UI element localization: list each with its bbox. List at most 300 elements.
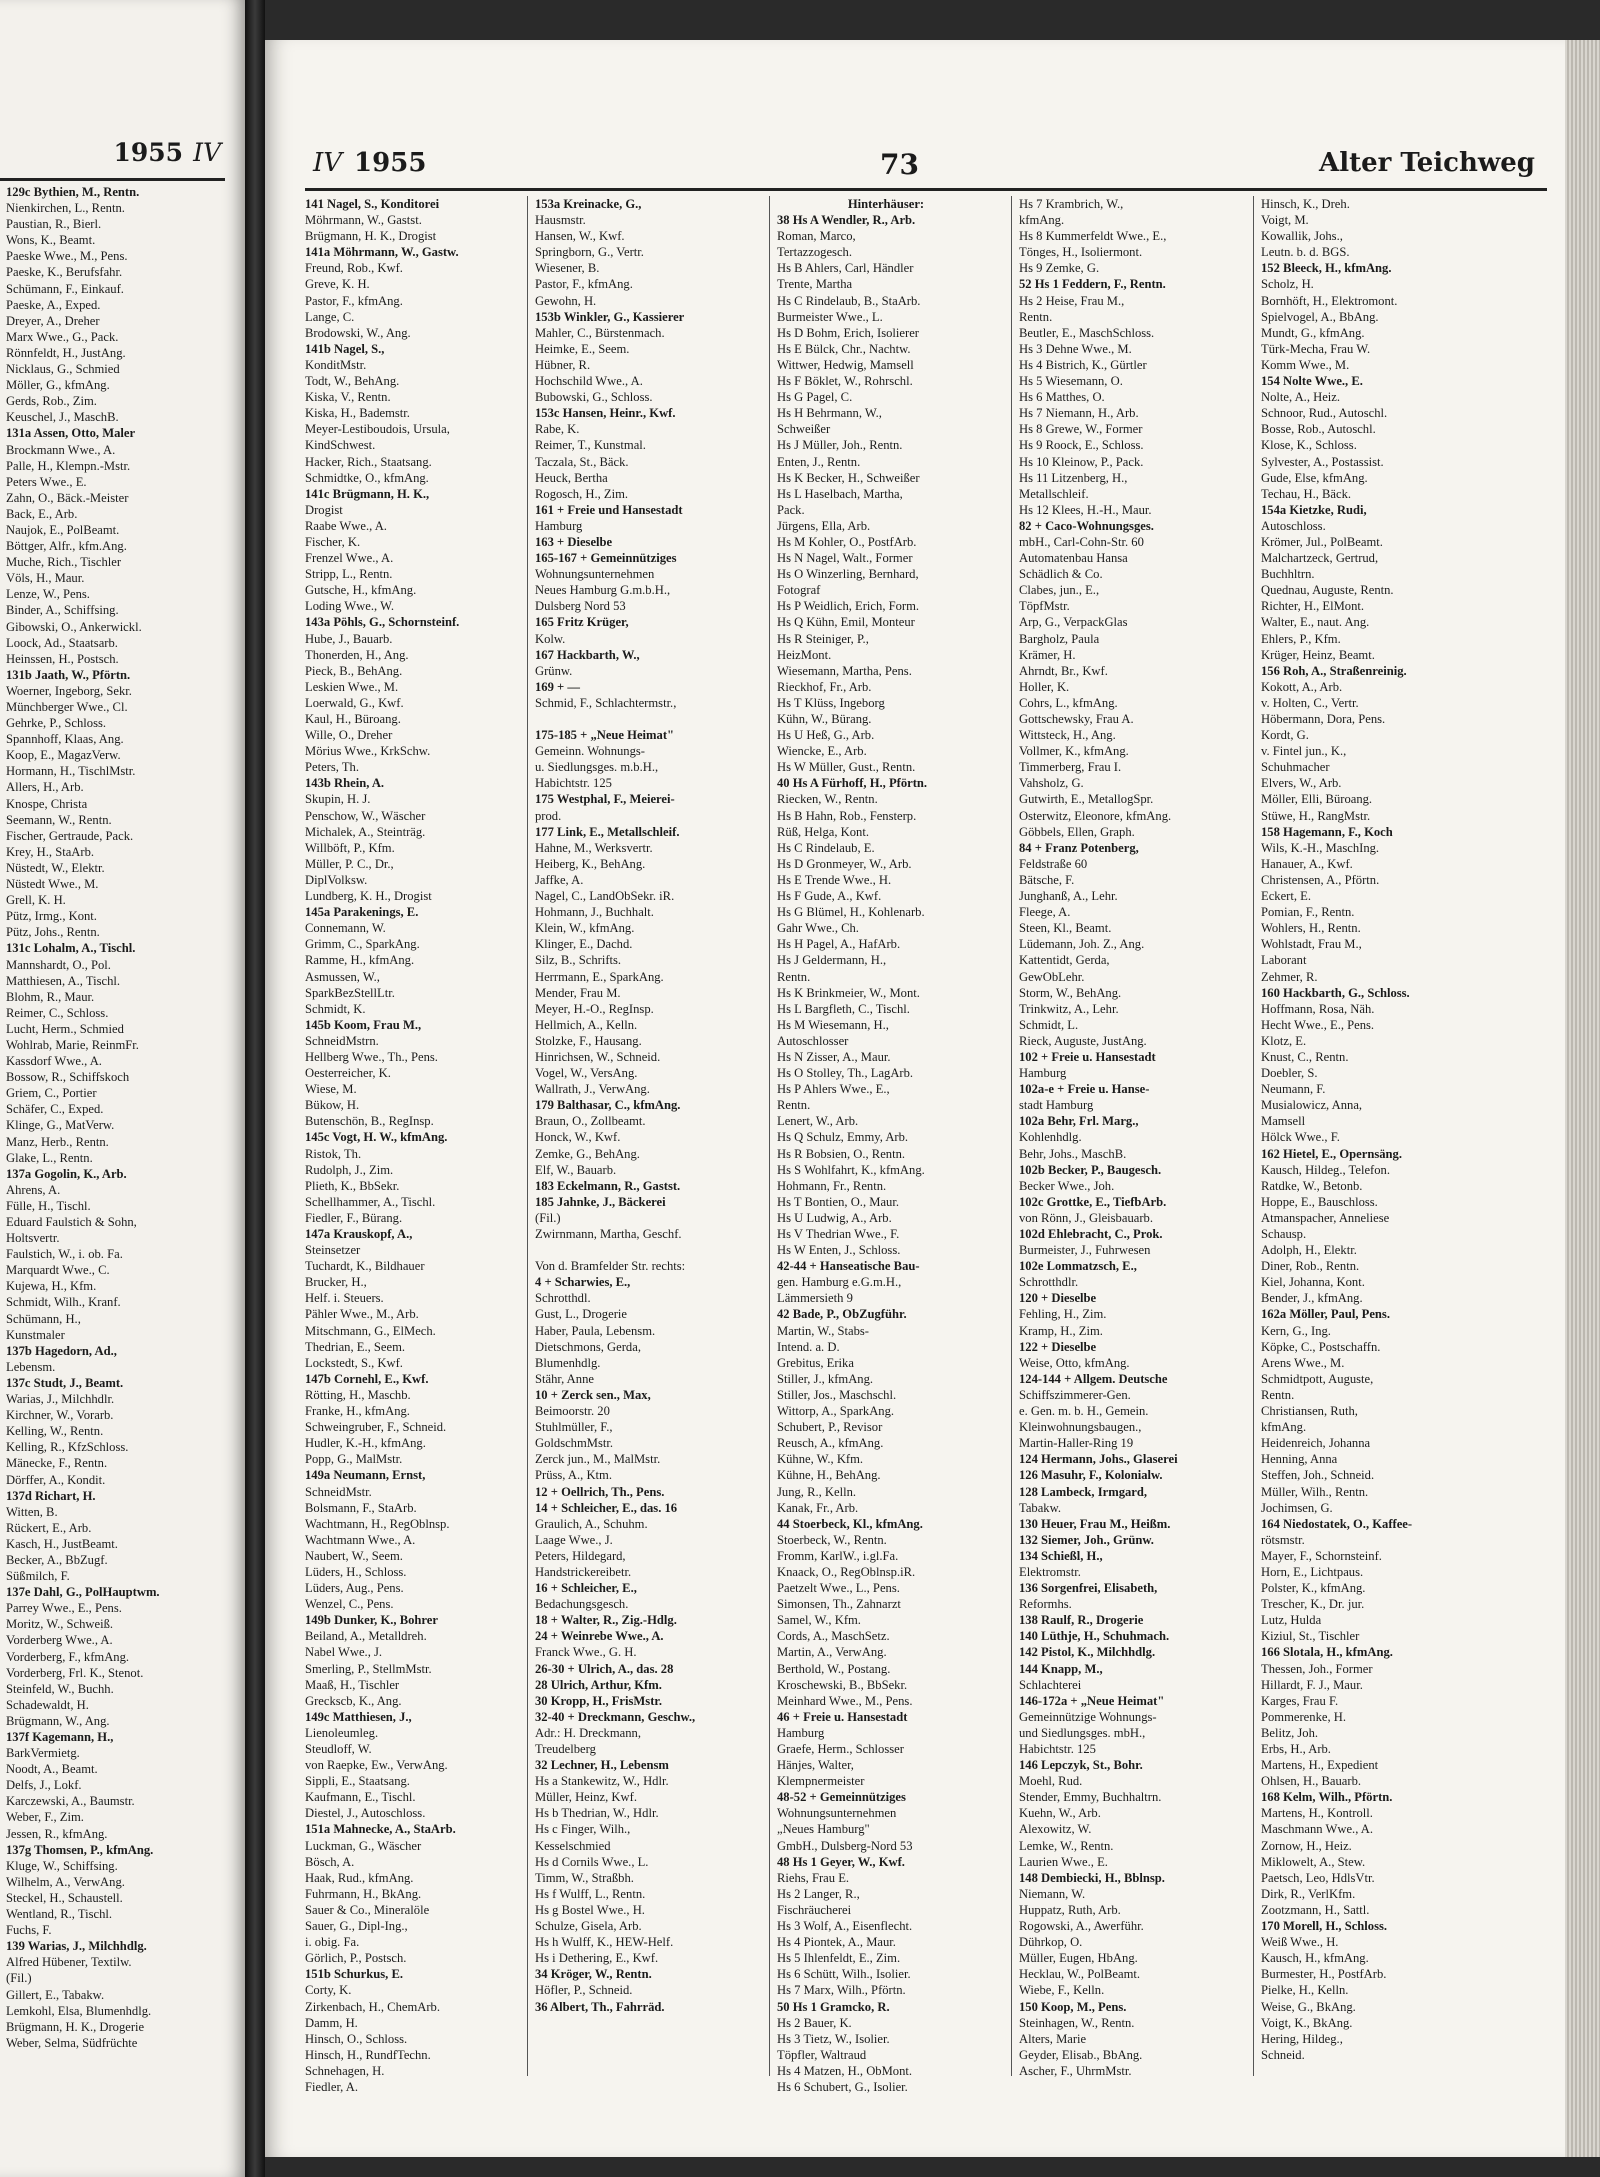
directory-entry: Meinhard Wwe., M., Pens. — [777, 1693, 913, 1708]
directory-entry: rötsmstr. — [1261, 1532, 1305, 1547]
directory-entry: Arp, G., VerpackGlas — [1019, 615, 1128, 630]
directory-entry: Kühne, H., BehAng. — [777, 1468, 881, 1483]
directory-entry: kfmAng. — [1261, 1420, 1307, 1435]
directory-entry: 26-30 + Ulrich, A., das. 28 — [535, 1661, 674, 1676]
directory-entry: 102b Becker, P., Baugesch. — [1019, 1162, 1162, 1177]
directory-entry: 120 + Dieselbe — [1019, 1291, 1097, 1306]
directory-entry: Knust, C., Rentn. — [1261, 1049, 1349, 1064]
directory-entry: Kokott, A., Arb. — [1261, 679, 1343, 694]
directory-entry: Zootzmann, H., Sattl. — [1261, 1902, 1370, 1917]
directory-entry: Hs U Ludwig, A., Arb. — [777, 1210, 892, 1225]
directory-entry: Wons, K., Beamt. — [6, 233, 96, 248]
directory-entry: Bargholz, Paula — [1019, 631, 1100, 646]
directory-entry: Pastor, F., kfmAng. — [305, 293, 403, 308]
directory-entry: 50 Hs 1 Gramcko, R. — [777, 1999, 890, 2014]
directory-entry: Allers, H., Arb. — [6, 780, 84, 795]
directory-entry: 156 Roh, A., Straßenreinig. — [1261, 663, 1407, 678]
directory-entry: Möller, G., kfmAng. — [6, 378, 110, 393]
directory-entry: Horn, E., Lichtpaus. — [1261, 1564, 1364, 1579]
directory-entry: Hochschild Wwe., A. — [535, 374, 643, 389]
left-header-year: 1955 — [113, 138, 184, 167]
directory-entry: 136 Sorgenfrei, Elisabeth, — [1019, 1581, 1158, 1596]
directory-entry: DiplVolksw. — [305, 872, 368, 887]
directory-entry: Steinsetzer — [305, 1243, 361, 1258]
directory-entry: Lockstedt, S., Kwf. — [305, 1355, 403, 1370]
directory-entry: Clabes, jun., E., — [1019, 583, 1100, 598]
directory-entry: Hausmstr. — [535, 213, 586, 228]
directory-entry: 10 + Zerck sen., Max, — [535, 1387, 651, 1402]
directory-entry: 137g Thomsen, P., kfmAng. — [6, 1842, 154, 1857]
directory-entry: Connemann, W. — [305, 921, 386, 936]
directory-entry: Woerner, Ingeborg, Sekr. — [6, 683, 132, 698]
directory-entry: Kausch, H., kfmAng. — [1261, 1951, 1369, 1966]
directory-entry: Hs 3 Tietz, W., Isolier. — [777, 2031, 890, 2046]
directory-entry: Marquardt Wwe., C. — [6, 1263, 110, 1278]
directory-entry: Hs 7 Niemann, H., Arb. — [1019, 406, 1139, 421]
directory-entry: Kern, G., Ing. — [1261, 1323, 1331, 1338]
directory-entry: Heinssen, H., Postsch. — [6, 651, 119, 666]
directory-entry: Wohnungsunternehmen — [535, 567, 655, 582]
directory-entry: Schümann, F., Einkauf. — [6, 281, 124, 296]
directory-entry: Prüss, A., Ktm. — [535, 1468, 612, 1483]
directory-entry: Corty, K. — [305, 1983, 352, 1998]
directory-entry: Hs H Behrmann, W., — [777, 406, 882, 421]
directory-entry: Brodowski, W., Ang. — [305, 325, 411, 340]
directory-entry: Kiel, Johanna, Kont. — [1261, 1275, 1365, 1290]
directory-entry: Willböft, P., Kfm. — [305, 840, 395, 855]
directory-entry: Hs B Hahn, Rob., Fensterp. — [777, 808, 917, 823]
directory-entry: Vorderberg, Frl. K., Stenot. — [6, 1665, 144, 1680]
directory-entry: Habichtstr. 125 — [535, 776, 612, 791]
directory-entry: 141c Brügmann, H. K., — [305, 486, 430, 501]
directory-entry: Martens, H., Expedient — [1261, 1758, 1379, 1773]
directory-entry: Glake, L., Rentn. — [6, 1150, 93, 1165]
directory-entry: Pähler Wwe., M., Arb. — [305, 1307, 419, 1322]
directory-entry: Martens, H., Kontroll. — [1261, 1806, 1373, 1821]
directory-entry: 137e Dahl, G., PolHauptwm. — [6, 1585, 160, 1600]
directory-entry: Krey, H., StaArb. — [6, 844, 95, 859]
directory-entry: Paetzelt Wwe., L., Pens. — [777, 1581, 900, 1596]
directory-entry: Meyer-Lestiboudois, Ursula, — [305, 422, 450, 437]
header-volume-year — [313, 148, 426, 178]
directory-entry: Höfler, P., Schneid. — [535, 1983, 633, 1998]
directory-entry: Alters, Marie — [1019, 2031, 1087, 2046]
directory-entry: Schuhmacher — [1261, 760, 1330, 775]
directory-entry: Wittorp, A., SparkAng. — [777, 1404, 895, 1419]
directory-entry: Witten, B. — [6, 1504, 58, 1519]
directory-entry: Hs N Nagel, Walt., Former — [777, 551, 913, 566]
directory-entry: Schlachterei — [1019, 1677, 1082, 1692]
directory-entry: Voigt, K., BkAng. — [1261, 2015, 1353, 2030]
directory-entry: Penschow, W., Wäscher — [305, 808, 426, 823]
directory-entry: Trente, Martha — [777, 277, 853, 292]
directory-entry: Hs 4 Matzen, H., ObMont. — [777, 2063, 913, 2078]
directory-entry: Elektromstr. — [1019, 1564, 1081, 1579]
directory-entry: Intend. a. D. — [777, 1339, 840, 1354]
directory-entry: Eckert, E. — [1261, 889, 1311, 904]
directory-entry: Kühne, W., Kfm. — [777, 1452, 864, 1467]
directory-entry: Töpfler, Waltraud — [777, 2047, 867, 2062]
directory-entry: Alfred Hübener, Textilw. — [6, 1955, 132, 1970]
directory-entry: Sauer & Co., Mineralöle — [305, 1902, 430, 1917]
directory-entry: Wittsteck, H., Ang. — [1019, 728, 1116, 743]
directory-entry: Laborant — [1261, 953, 1307, 968]
directory-entry: Haak, Rud., kfmAng. — [305, 1870, 414, 1885]
directory-entry: Hs 8 Kummerfeldt Wwe., E., — [1019, 229, 1167, 244]
directory-entry: Treudelberg — [535, 1742, 596, 1756]
directory-entry: Kohlenhdlg. — [1019, 1130, 1082, 1145]
directory-entry: Wohlers, H., Rentn. — [1261, 921, 1361, 936]
directory-entry: Beiland, A., Metalldreh. — [305, 1629, 427, 1644]
directory-entry: 129c Bythien, M., Rentn. — [6, 185, 140, 199]
directory-entry: Dulsberg Nord 53 — [535, 599, 626, 614]
column-divider — [1011, 196, 1012, 2076]
directory-entry: Möhrmann, W., Gastst. — [305, 213, 422, 228]
directory-entry: Brügmann, H. K., Drogerie — [6, 2019, 145, 2034]
directory-entry: 124 Hermann, Johs., Glaserei — [1019, 1452, 1178, 1467]
directory-entry: Wohlrab, Marie, ReinmFr. — [6, 1037, 139, 1052]
directory-entry: Gottschewsky, Frau A. — [1019, 712, 1134, 726]
directory-entry: 143b Rhein, A. — [305, 776, 385, 791]
directory-entry: Heidenreich, Johanna — [1261, 1436, 1371, 1451]
directory-entry: Mayer, F., Schornsteinf. — [1261, 1548, 1382, 1563]
directory-entry: Lenze, W., Pens. — [6, 587, 90, 602]
directory-entry: Faulstich, W., i. ob. Fa. — [6, 1247, 123, 1262]
directory-entry: Naujok, E., PolBeamt. — [6, 522, 120, 537]
directory-entry: Kaufmann, E., Tischl. — [305, 1790, 416, 1805]
directory-entry: Nüstedt Wwe., M. — [6, 877, 99, 892]
directory-entry: Gillert, E., Tabakw. — [6, 1987, 105, 2002]
directory-entry: Komm Wwe., M. — [1261, 357, 1350, 372]
directory-entry: Graefe, Herm., Schlosser — [777, 1742, 904, 1756]
directory-entry: Hellberg Wwe., Th., Pens. — [305, 1049, 438, 1064]
directory-entry: 170 Morell, H., Schloss. — [1261, 1919, 1388, 1934]
directory-entry: 153a Kreinacke, G., — [535, 197, 642, 211]
directory-entry: Hs 6 Schütt, Wilh., Isolier. — [777, 1967, 911, 1982]
directory-entry: 149a Neumann, Ernst, — [305, 1468, 426, 1483]
directory-entry: Cohrs, L., kfmAng. — [1019, 695, 1118, 710]
directory-entry: Asmussen, W., — [305, 969, 380, 984]
directory-entry: Hamburg — [1019, 1066, 1067, 1081]
directory-entry: Krömer, Jul., PolBeamt. — [1261, 534, 1383, 549]
directory-entry: 138 Raulf, R., Drogerie — [1019, 1613, 1144, 1628]
directory-entry: Schellhammer, A., Tischl. — [305, 1194, 436, 1209]
directory-entry: Kasch, H., JustBeamt. — [6, 1536, 118, 1551]
directory-entry: u. Siedlungsges. m.b.H., — [535, 760, 659, 775]
directory-entry: Loock, Ad., Staatsarb. — [6, 635, 118, 650]
directory-entry: Hs C Rindelaub, B., StaArb. — [777, 293, 921, 308]
directory-entry: Kleinwohnungsbaugen., — [1019, 1420, 1142, 1435]
directory-entry: Grimm, C., SparkAng. — [305, 937, 420, 952]
directory-entry: Griem, C., Portier — [6, 1086, 97, 1101]
directory-entry: Kordt, G. — [1261, 728, 1309, 743]
directory-entry: Kirchner, W., Vorarb. — [6, 1408, 114, 1423]
directory-entry: Hs d Cornils Wwe., L. — [535, 1854, 649, 1869]
directory-entry: Honck, W., Kwf. — [535, 1130, 621, 1145]
directory-entry: gen. Hamburg e.G.m.H., — [777, 1275, 902, 1290]
directory-entry: Ahrndt, Br., Kwf. — [1019, 663, 1108, 678]
right-page-header — [265, 148, 1565, 188]
directory-entry: 12 + Oellrich, Th., Pens. — [535, 1484, 665, 1499]
directory-entry: Leutn. b. d. BGS. — [1261, 245, 1350, 260]
directory-entry: Nagel, C., LandObSekr. iR. — [535, 889, 675, 904]
directory-entry: Hahne, M., Werksvertr. — [535, 840, 653, 855]
directory-entry: Lundberg, K. H., Drogist — [305, 889, 432, 904]
directory-entry: 102 + Freie u. Hansestadt — [1019, 1049, 1156, 1064]
directory-entry: Hudler, K.-H., kfmAng. — [305, 1436, 426, 1451]
directory-entry: Kiziul, St., Tischler — [1261, 1629, 1360, 1644]
directory-entry: Böttger, Alfr., kfm.Ang. — [6, 539, 127, 554]
directory-entry: Fehling, H., Zim. — [1019, 1307, 1107, 1322]
directory-entry: 154a Kietzke, Rudi, — [1261, 502, 1367, 517]
directory-entry: Kiska, V., Rentn. — [305, 390, 391, 405]
directory-entry: Kluge, W., Schiffsing. — [6, 1858, 118, 1873]
directory-entry: Hs J Müller, Joh., Rentn. — [777, 438, 903, 453]
directory-entry: 151b Schurkus, E. — [305, 1967, 403, 1982]
directory-entry: Atmanspacher, Anneliese — [1261, 1210, 1390, 1225]
directory-entry: Müller, P. C., Dr., — [305, 856, 394, 871]
directory-entry: Heimke, E., Seem. — [535, 341, 630, 356]
directory-entry: Steinhagen, W., Rentn. — [1019, 2015, 1135, 2030]
directory-entry: Seemann, W., Rentn. — [6, 812, 112, 827]
directory-entry: Buchhltrn. — [1261, 567, 1315, 582]
directory-entry: Hoppe, E., Bauschloss. — [1261, 1194, 1378, 1209]
header-volume: IV — [313, 148, 343, 178]
directory-entry: 48 Hs 1 Geyer, W., Kwf. — [777, 1854, 905, 1869]
directory-entry: Hinsch, O., Schloss. — [305, 2031, 408, 2046]
directory-entry: Möller, Elli, Büroang. — [1261, 792, 1373, 807]
directory-entry: 143a Pöhls, G., Schornsteinf. — [305, 615, 460, 630]
directory-entry: 30 Kropp, H., FrisMstr. — [535, 1693, 662, 1708]
directory-entry: Gewohn, H. — [535, 293, 597, 308]
directory-entry: Karczewski, A., Baumstr. — [6, 1794, 135, 1809]
directory-entry: Burmester, H., PostfArb. — [1261, 1967, 1387, 1982]
directory-entry: Dreyer, A., Dreher — [6, 313, 100, 328]
directory-entry: Ohlsen, H., Bauarb. — [1261, 1774, 1362, 1789]
directory-entry: 137c Studt, J., Beamt. — [6, 1375, 124, 1390]
directory-entry: Richter, H., ElMont. — [1261, 599, 1365, 614]
directory-entry: Feldstraße 60 — [1019, 856, 1088, 871]
directory-entry: 179 Balthasar, C., kfmAng. — [535, 1098, 681, 1113]
directory-entry: Hs h Wulff, K., HEW-Helf. — [535, 1935, 674, 1950]
directory-entry: Rönnfeldt, H., JustAng. — [6, 345, 126, 360]
directory-entry: Malchartzeck, Gertrud, — [1261, 551, 1379, 566]
directory-entry: Wilhelm, A., VerwAng. — [6, 1874, 125, 1889]
directory-entry: Fromm, KarlW., i.gl.Fa. — [777, 1548, 899, 1563]
directory-entry: Tertazzogesch. — [777, 245, 852, 260]
directory-entry: 152 Bleeck, H., kfmAng. — [1261, 261, 1392, 276]
directory-entry: Rüß, Helga, Kont. — [777, 824, 869, 839]
directory-entry: Klein, W., kfmAng. — [535, 921, 635, 936]
directory-entry: 148 Dembiecki, H., Bblnsp. — [1019, 1870, 1165, 1885]
directory-entry: Rieckhof, Fr., Arb. — [777, 679, 872, 694]
directory-entry: Reformhs. — [1019, 1597, 1072, 1612]
directory-entry: Hecht Wwe., E., Pens. — [1261, 1017, 1375, 1032]
directory-entry: Samel, W., Kfm. — [777, 1613, 861, 1628]
directory-entry: 142 Pistol, K., Milchhdlg. — [1019, 1645, 1156, 1660]
directory-entry: 46 + Freie u. Hansestadt — [777, 1709, 908, 1724]
directory-entry: 84 + Franz Potenberg, — [1019, 840, 1139, 855]
directory-entry: Rentn. — [777, 969, 811, 984]
directory-entry: Hillardt, F. J., Maur. — [1261, 1677, 1363, 1692]
directory-entry: Kühn, W., Bürang. — [777, 712, 872, 726]
street-name: Alter Teichweg — [1319, 148, 1535, 178]
directory-entry: Hinterhäuser: — [847, 197, 925, 211]
directory-entry: Manz, Herb., Rentn. — [6, 1134, 109, 1149]
directory-entry: Diestel, J., Autoschloss. — [305, 1806, 426, 1821]
directory-entry: Stiller, J., kfmAng. — [777, 1371, 874, 1386]
directory-entry: Raabe Wwe., A. — [305, 518, 387, 533]
directory-entry: Bösch, A. — [305, 1854, 355, 1869]
directory-entry: Hs 2 Langer, R., — [777, 1886, 860, 1901]
directory-entry: Musialowicz, Anna, — [1261, 1098, 1363, 1113]
directory-entry: Hs g Bostel Wwe., H. — [535, 1902, 645, 1917]
directory-entry: Hs 2 Bauer, K. — [777, 2015, 852, 2030]
directory-entry: Wiese, M. — [305, 1082, 357, 1097]
directory-entry: Fiedler, F., Bürang. — [305, 1210, 403, 1225]
directory-entry: Helf. i. Steuers. — [305, 1291, 384, 1306]
directory-entry: Hs G Pagel, C. — [777, 390, 853, 405]
directory-entry: Koop, E., MagazVerw. — [6, 748, 121, 763]
directory-entry: 140 Lüthje, H., Schuhmach. — [1019, 1629, 1170, 1644]
directory-entry: 14 + Schleicher, E., das. 16 — [535, 1500, 678, 1515]
directory-entry: 52 Hs 1 Feddern, F., Rentn. — [1019, 277, 1166, 292]
directory-entry: Schrotthdl. — [535, 1291, 591, 1306]
directory-entry: Springborn, G., Vertr. — [535, 245, 644, 260]
directory-entry: 141 Nagel, S., Konditorei — [305, 197, 440, 211]
directory-entry: Palle, H., Klempn.-Mstr. — [6, 458, 131, 473]
directory-entry: Hanauer, A., Kwf. — [1261, 856, 1353, 871]
directory-entry: Marx Wwe., G., Pack. — [6, 329, 119, 344]
directory-entry: 163 + Dieselbe — [535, 534, 613, 549]
directory-entry: Vorderberg, F., kfmAng. — [6, 1649, 130, 1664]
directory-entry: Handstrickereibetr. — [535, 1564, 632, 1579]
directory-entry: Jung, R., Kelln. — [777, 1484, 857, 1499]
directory-column-5 — [1261, 196, 1479, 2063]
directory-entry: Brockmann Wwe., A. — [6, 442, 116, 457]
directory-entry: Stoerbeck, W., Rentn. — [777, 1532, 887, 1547]
directory-entry: Hs L Haselbach, Martha, — [777, 486, 903, 501]
directory-entry: Greckscb, K., Ang. — [305, 1693, 402, 1708]
page-number: 73 — [880, 148, 919, 181]
directory-entry: 130 Heuer, Frau M., Heißm. — [1019, 1516, 1171, 1531]
header-year: 1955 — [354, 148, 427, 178]
directory-entry: Wentland, R., Tischl. — [6, 1907, 113, 1922]
directory-entry: Schädlich & Co. — [1019, 567, 1103, 582]
directory-entry: Fotograf — [777, 583, 821, 598]
directory-entry: 131b Jaath, W., Pförtn. — [6, 667, 131, 682]
directory-entry: Plieth, K., BbSekr. — [305, 1178, 400, 1193]
directory-entry: HeizMont. — [777, 647, 832, 662]
directory-entry: 137d Richart, H. — [6, 1488, 96, 1503]
directory-entry: Rötting, H., Maschb. — [305, 1387, 411, 1402]
directory-entry: 158 Hagemann, F., Koch — [1261, 824, 1393, 839]
directory-entry: 124-144 + Allgem. Deutsche — [1019, 1371, 1168, 1386]
directory-entry: Pastor, F., kfmAng. — [535, 277, 633, 292]
directory-entry: von Rönn, J., Gleisbauarb. — [1019, 1210, 1153, 1225]
directory-entry: Schulze, Gisela, Arb. — [535, 1919, 642, 1934]
directory-entry: Schubert, P., Revisor — [777, 1420, 883, 1435]
directory-entry: Tabakw. — [1019, 1500, 1062, 1515]
directory-entry: Wachtmann, H., RegOblnsp. — [305, 1516, 450, 1531]
directory-entry: Hs E Bülck, Chr., Nachtw. — [777, 341, 911, 356]
directory-entry: Leskien Wwe., M. — [305, 679, 399, 694]
directory-entry: Martin, A., VerwAng. — [777, 1645, 887, 1660]
directory-entry: Damm, H. — [305, 2015, 358, 2030]
directory-entry: Franck Wwe., G. H. — [535, 1645, 637, 1660]
directory-entry: 44 Stoerbeck, Kl., kfmAng. — [777, 1516, 923, 1531]
directory-entry: Wille, O., Dreher — [305, 728, 393, 743]
directory-entry: Trescher, K., Dr. jur. — [1261, 1597, 1365, 1612]
directory-entry: 139 Warias, J., Milchhdlg. — [6, 1939, 147, 1954]
directory-entry: Loerwald, G., Kwf. — [305, 695, 404, 710]
directory-entry: Franke, H., kfmAng. — [305, 1404, 410, 1419]
directory-entry: Grünw. — [535, 663, 573, 678]
directory-entry: Grell, K. H. — [6, 893, 66, 908]
directory-entry: Neues Hamburg G.m.b.H., — [535, 583, 671, 598]
directory-entry: Sauer, G., Dipl-Ing., — [305, 1919, 408, 1934]
directory-entry: (Fil.) — [535, 1210, 561, 1225]
directory-entry: Pieck, B., BehAng. — [305, 663, 403, 678]
directory-entry: Greve, K. H. — [305, 277, 370, 292]
directory-entry: Henning, Anna — [1261, 1452, 1338, 1467]
directory-entry: Jürgens, Ella, Arb. — [777, 518, 871, 533]
directory-entry: 160 Hackbarth, G., Schloss. — [1261, 985, 1410, 1000]
directory-entry: Schrotthdlr. — [1019, 1275, 1079, 1290]
directory-entry: 137b Hagedorn, Ad., — [6, 1343, 117, 1358]
directory-entry: Hs 10 Kleinow, P., Pack. — [1019, 454, 1144, 469]
directory-entry: Hs P Ahlers Wwe., E., — [777, 1082, 890, 1097]
directory-entry: Mundt, G., kfmAng. — [1261, 325, 1365, 340]
directory-entry: Hs 3 Dehne Wwe., M. — [1019, 341, 1132, 356]
directory-entry: 149b Dunker, K., Bohrer — [305, 1613, 438, 1628]
directory-entry: 128 Lambeck, Irmgard, — [1019, 1484, 1148, 1499]
directory-entry: Pommerenke, H. — [1261, 1709, 1346, 1724]
directory-entry: Müller, Wilh., Rentn. — [1261, 1484, 1369, 1499]
directory-entry: 175 Westphal, F., Meierei- — [535, 792, 675, 807]
directory-entry: Steffen, Joh., Schneid. — [1261, 1468, 1375, 1483]
directory-entry: 102e Lommatzsch, E., — [1019, 1259, 1137, 1274]
directory-entry: Niemann, W. — [1019, 1886, 1086, 1901]
directory-entry: Delfs, J., Lokf. — [6, 1778, 82, 1793]
directory-entry: Bubowski, G., Schloss. — [535, 390, 653, 405]
directory-entry: Wiebe, F., Kelln. — [1019, 1983, 1105, 1998]
directory-entry: 168 Kelm, Wilh., Pförtn. — [1261, 1790, 1393, 1805]
directory-entry: 145a Parakenings, E. — [305, 905, 419, 920]
directory-entry — [535, 1242, 753, 1258]
directory-entry: „Neues Hamburg" — [777, 1822, 870, 1837]
directory-entry: Lüdemann, Joh. Z., Ang. — [1019, 937, 1145, 952]
directory-entry: Braun, O., Zollbeamt. — [535, 1114, 646, 1129]
directory-entry: Hoffmann, Rosa, Näh. — [1261, 1001, 1375, 1016]
directory-entry: Hs R Steiniger, P., — [777, 631, 869, 646]
directory-entry: Beimoorstr. 20 — [535, 1404, 610, 1419]
directory-entry: Hansen, W., Kwf. — [535, 229, 625, 244]
directory-entry: prod. — [535, 808, 562, 823]
directory-entry: Voigt, M. — [1261, 213, 1309, 228]
directory-entry: Metallschleif. — [1019, 486, 1089, 501]
column-divider — [527, 196, 528, 2076]
directory-entry: Hs Q Schulz, Emmy, Arb. — [777, 1130, 909, 1145]
directory-entry: Timmerberg, Frau I. — [1019, 760, 1122, 775]
directory-entry: Peters, Hildegard, — [535, 1548, 626, 1563]
directory-entry: Krämer, H. — [1019, 647, 1076, 662]
directory-entry: Rentn. — [1261, 1387, 1295, 1402]
directory-entry: Belitz, Joh. — [1261, 1725, 1319, 1740]
directory-entry: e. Gen. m. b. H., Gemein. — [1019, 1404, 1149, 1419]
directory-entry: Hs 5 Wiesemann, O. — [1019, 374, 1123, 389]
directory-entry: Peters Wwe., E. — [6, 474, 87, 489]
